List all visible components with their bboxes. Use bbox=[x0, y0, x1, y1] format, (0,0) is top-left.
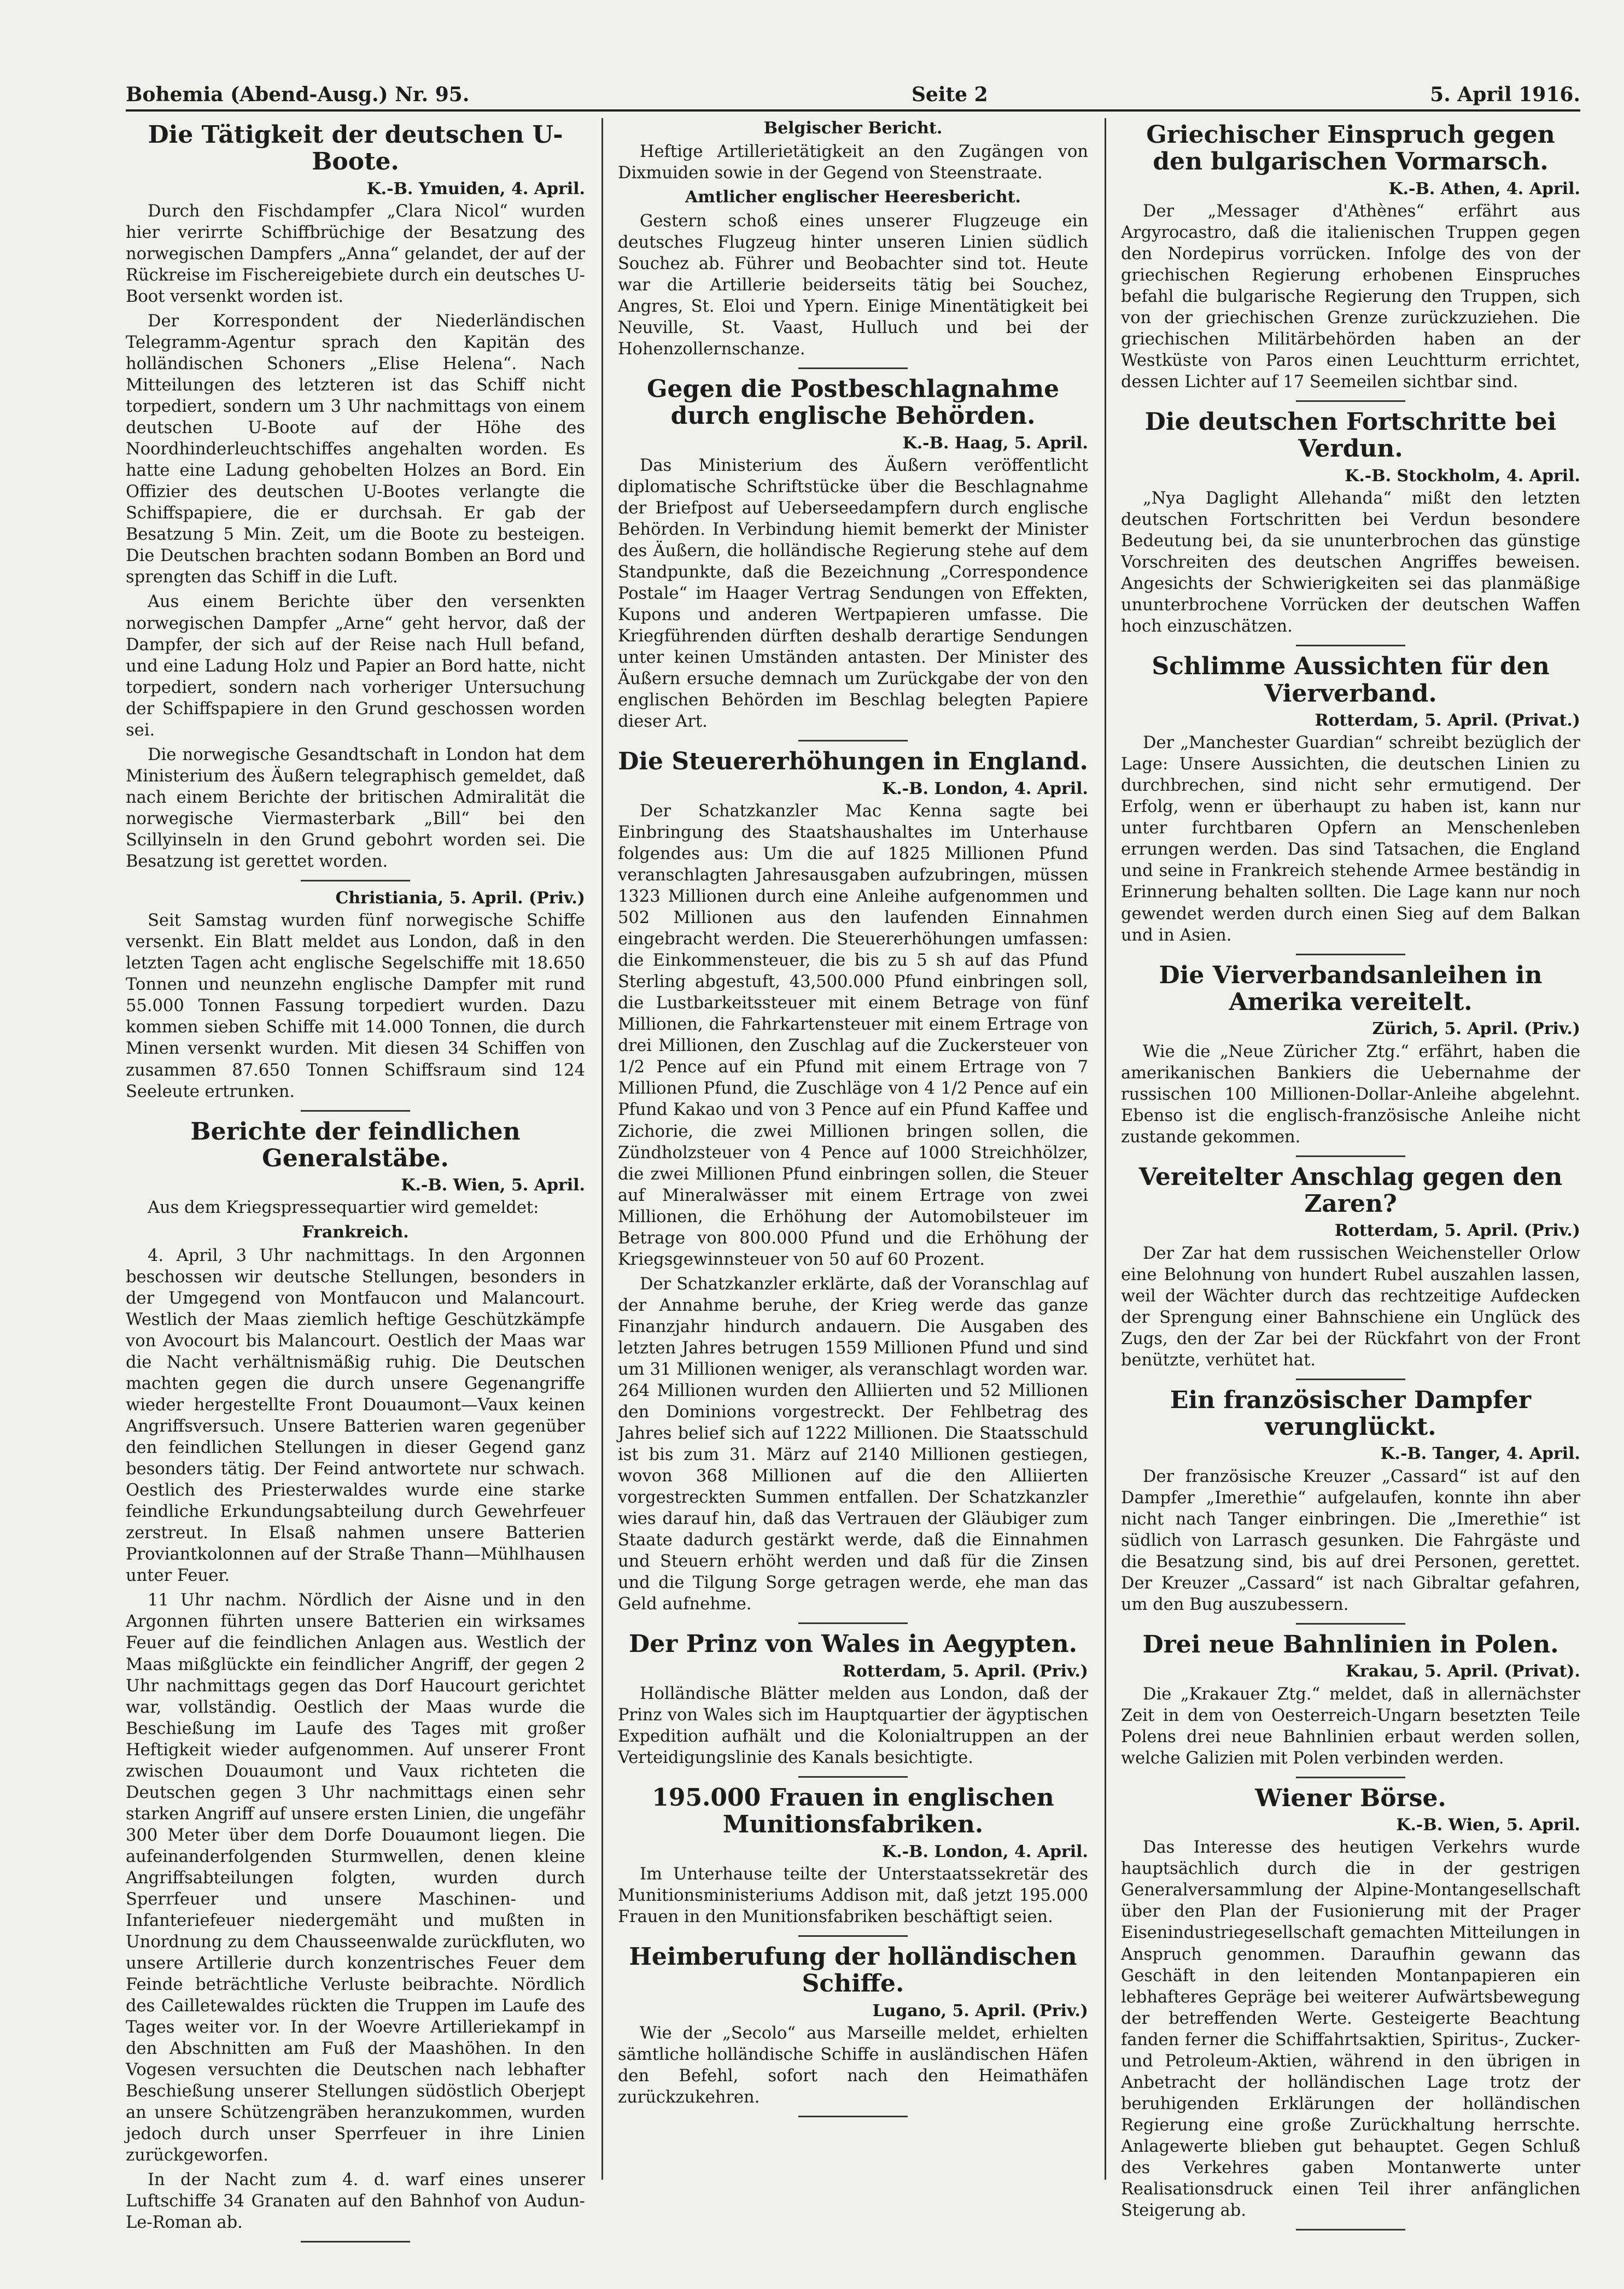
column-divider bbox=[601, 118, 603, 2180]
article-separator bbox=[798, 1776, 908, 1778]
masthead bbox=[126, 66, 1580, 112]
article-dateline: Rotterdam, 5. April. (Priv.) bbox=[842, 1661, 1088, 1681]
article-separator bbox=[798, 1935, 908, 1937]
article-separator bbox=[1296, 1777, 1405, 1778]
article-separator bbox=[798, 740, 908, 741]
article bbox=[1121, 408, 1580, 637]
article-paragraph: Aus einem Berichte über den versenkten norwegischen Dampfer „Arne“ geht hervor, daß der Dampfer, der sich auf der Reise nach Hull befand, und eine Ladung Holz und Papier an Bord hatte, nicht torpediert, sondern nach vorheriger Untersuchung der Schiffspapiere in den Grund geschossen worden sei. bbox=[126, 592, 585, 740]
article-headline: Griechischer Einspruch gegen den bulgarischen Vormarsch. bbox=[1146, 121, 1555, 176]
article-paragraph: In der Nacht zum 4. d. warf eines unserer Luftschiffe 34 Granaten auf den Bahnhof von Audun-Le-Roman ab. bbox=[126, 2170, 585, 2233]
article-paragraph: Der „Manchester Guardian“ schreibt bezüglich der Lage: Unsere Aussichten, die deutschen Linien zu durchbrechen, sind nicht sehr ermutigend. Der Erfolg, wenn er überhaupt zu haben ist, kann nur unter furchtbaren Opfern an Menschenleben errungen werden. Das sind Tatsachen, die England und seine in Frankreich stehende Armee beständig in Erinnerung behalten sollten. Die Lage kann nur noch gewendet werden durch einen Sieg auf dem Balkan und in Asien. bbox=[1121, 733, 1580, 945]
article-dateline: Zürich, 5. April. (Priv.) bbox=[1372, 1019, 1580, 1039]
column-divider bbox=[1105, 118, 1106, 2180]
article-headline: Die Vierverbandsanleihen in Amerika vereitelt. bbox=[1159, 961, 1543, 1016]
article-separator bbox=[301, 880, 410, 881]
article bbox=[618, 1784, 1088, 1928]
column-1 bbox=[126, 118, 585, 2233]
article bbox=[618, 748, 1088, 1615]
article-paragraph: Aus dem Kriegspressequartier wird gemeldet: bbox=[148, 1198, 539, 1218]
article-separator bbox=[301, 2241, 410, 2243]
article bbox=[1121, 1387, 1580, 1615]
article-dateline: K.-B. London, 4. April. bbox=[882, 779, 1088, 798]
article-headline: Der Prinz von Wales in Aegypten. bbox=[629, 1630, 1077, 1659]
article-paragraph: Seit Samstag wurden fünf norwegische Schiffe versenkt. Ein Blatt meldet aus London, daß in den letzten Tagen acht englische Segelschiffe mit 18.650 Tonnen und neunzehn englische Dampfer mit rund 55.000 Tonnen Fassung torpediert wurden. Dazu kommen sieben Schiffe mit 14.000 Tonnen, die durch Minen versenkt wurden. Mit diesen 34 Schiffen von zusammen 87.650 Tonnen Schiffsraum sind 124 Seeleute ertrunken. bbox=[126, 911, 585, 1101]
article-paragraph: Heftige Artillerietätigkeit an den Zugängen von Dixmuiden sowie in der Gegend von Steenstraate. bbox=[618, 142, 1088, 183]
article-paragraph: Der Schatzkanzler erklärte, daß der Voranschlag auf der Annahme beruhe, der Krieg werde das ganze Finanzjahr hindurch andauern. Die Ausgaben des letzten Jahres betrugen 1559 Millionen Pfund und sind um 31 Millionen weniger, als veranschlagt worden war. 264 Millionen wurden den Alliierten und 52 Millionen den Dominions vorgestreckt. Der Fehlbetrag des Jahres belief sich auf 1222 Millionen. Die Staatsschuld ist bis zum 31. März auf 2140 Millionen gestiegen, wovon 368 Millionen auf die den Alliierten vorgestreckten Summen entfallen. Der Schatzkanzler wies darauf hin, daß das Vertrauen der Gläubiger zum Staate dadurch gestärkt werde, daß die Einnahmen und Steuern erhöht werden und daß für die Zinsen und die Tilgung Sorge getragen werde, ehe man das Geld aufnehme. bbox=[618, 1274, 1088, 1614]
article-paragraph: Der „Messager d'Athènes“ erfährt aus Argyrocastro, daß die italienischen Truppen gegen den Nordepirus vorrücken. Infolge des von der griechischen Regierung erhobenen Einspruches befahl die bulgarische Regierung den Truppen, sich von der griechischen Grenze zurückzuziehen. Die griechischen Militärbehörden haben an der Westküste von Paros einen Leuchtturm errichtet, dessen Lichter auf 17 Seemeilen sichtbar sind. bbox=[1121, 201, 1580, 392]
article-dateline: K.-B. London, 4. April. bbox=[882, 1842, 1088, 1861]
article-headline: Gegen die Postbeschlagnahme durch englische Behörden. bbox=[646, 375, 1060, 430]
article-dateline: K.-B. Stockholm, 4. April. bbox=[1345, 466, 1580, 486]
article-separator bbox=[1296, 1623, 1405, 1625]
article-headline: Drei neue Bahnlinien in Polen. bbox=[1142, 1630, 1559, 1659]
article-paragraph: Das Interesse des heutigen Verkehrs wurde hauptsächlich durch die in der gestrigen Generalversammlung der Alpine-Montangesellschaft über den Plan der Fusionierung mit der Prager Eisenindustriegesellschaft gemachten Mitteilungen in Anspruch genommen. Daraufhin gewann das Geschäft in den leitenden Montanpapieren ein lebhafteres Gepräge bei weiterer Aufwärtsbewegung der betreffenden Werte. Gesteigerte Beachtung fanden ferner die Schiffahrtsaktien, Spiritus-, Zucker- und Petroleum-Aktien, während in den übrigen in Anbetracht der holländischen Lage trotz der beruhigenden Erklärungen der holländischen Regierung eine große Zurückhaltung herrschte. Anlagewerte blieben gut behauptet. Gegen Schluß des Verkehres gaben Montanwerte unter Realisationsdruck einen Teil ihrer anfänglichen Steigerung ab. bbox=[1121, 1838, 1580, 2220]
article bbox=[618, 376, 1088, 732]
article-dateline: Rotterdam, 5. April. (Privat.) bbox=[1315, 710, 1580, 730]
article-dateline: K.-B. Ymuiden, 4. April. bbox=[366, 179, 585, 198]
article-separator bbox=[1296, 954, 1405, 955]
article-dateline: Lugano, 5. April. (Priv.) bbox=[872, 2001, 1088, 2021]
article-separator bbox=[301, 1110, 410, 1112]
article-dateline: K.-B. Athen, 4. April. bbox=[1388, 179, 1580, 198]
article-subhead: Amtlicher englischer Heeresbericht. bbox=[685, 188, 1021, 207]
article-headline: Berichte der feindlichen Generalstäbe. bbox=[190, 1117, 521, 1172]
article-paragraph: Die norwegische Gesandtschaft in London hat dem Ministerium des Äußern telegraphisch gemeldet, daß nach einem Berichte der britischen Admiralität die norwegische Viermasterbark „Bill“ bei den Scillyinseln in den Grund gebohrt worden sei. Die Besatzung ist gerettet worden. bbox=[126, 745, 585, 871]
article-paragraph: Durch den Fischdampfer „Clara Nicol“ wurden hier verirrte Schiffbrüchige der Besatzung des norwegischen Dampfers „Anna“ gelandet, der auf der Rückreise im Fischereigebiete durch ein deutsches U-Boot versenkt worden ist. bbox=[126, 201, 585, 307]
article-headline: Vereitelter Anschlag gegen den Zaren? bbox=[1138, 1163, 1563, 1218]
article-subhead: Frankreich. bbox=[302, 1222, 409, 1242]
article-paragraph: Der Zar hat dem russischen Weichensteller Orlow eine Belohnung von hundert Rubel auszahlen lassen, weil der Wächter durch das rechtzeitige Aufdecken der Sprengung einer Bahnschiene ein Unglück des Zugs, den der Zar bei der Rückfahrt von der Front benützte, verhütet hat. bbox=[1121, 1243, 1580, 1370]
article-paragraph: Der Korrespondent der Niederländischen Telegramm-Agentur sprach den Kapitän des holländischen Schoners „Elise Helena“. Nach Mitteilungen des letzteren ist das Schiff nicht torpediert, sondern um 3 Uhr nachmittags von einem deutschen U-Boote auf der Höhe des Noordhinderleuchtschiffes angehalten worden. Es hatte eine Ladung gehobelten Holzes an Bord. Ein Offizier des deutschen U-Bootes verlangte die Schiffspapiere, die er durchsah. Er gab der Besatzung 5 Min. Zeit, um die Boote zu besteigen. Die Deutschen brachten sodann Bomben an Bord und sprengten das Schiff in die Luft. bbox=[126, 312, 585, 587]
article-separator bbox=[1296, 2229, 1405, 2230]
article-paragraph: Die „Krakauer Ztg.“ meldet, daß in allernächster Zeit in dem von Oesterreich-Ungarn besetzten Teile Polens drei neue Bahnlinien erbaut werden sollen, welche Galizien mit Polen verbinden werden. bbox=[1121, 1684, 1580, 1768]
article-dateline: Krakau, 5. April. (Privat). bbox=[1345, 1662, 1580, 1681]
article bbox=[1121, 1631, 1580, 1769]
article-paragraph: 11 Uhr nachm. Nördlich der Aisne und in den Argonnen führten unsere Batterien ein wirksames Feuer auf die feindlichen Anlagen aus. Westlich der Maas mißglückte ein feindlicher Angriff, der gegen 2 Uhr nachmittags gegen das Dorf Haucourt gerichtet war, vollständig. Oestlich der Maas wurde die Beschießung im Laufe des Tages mit großer Heftigkeit wieder aufgenommen. Auf unserer Front zwischen Douaumont und Vaux richteten die Deutschen gegen 3 Uhr nachmittags einen sehr starken Angriff auf unsere ersten Linien, die ungefähr 300 Meter über dem Dorfe Douaumont liegen. Die aufeinanderfolgenden Sturmwellen, denen kleine Angriffsabteilungen folgten, wurden durch Sperrfeuer und unsere Maschinen- und Infanteriefeuer niedergemäht und mußten in Unordnung zu dem Chausseenwalde zurückfluten, wo unsere Artillerie durch konzentrisches Feuer dem Feinde beträchtliche Verluste beibrachte. Nördlich des Cailletewaldes rückten die Truppen im Laufe des Tages weiter vor. In der Woevre Artilleriekampf in den Abschnitten am Fuß der Maashöhen. In den Vogesen versuchten die Deutschen nach lebhafter Beschießung unserer Stellungen südöstlich Oberjept an unsere Schützengräben heranzukommen, wurden jedoch durch unser Sperrfeuer in ihre Linien zurückgeworfen. bbox=[126, 1591, 585, 2165]
article bbox=[126, 121, 585, 872]
article-separator bbox=[1296, 1379, 1405, 1380]
article-headline: Wiener Börse. bbox=[1255, 1784, 1446, 1812]
article bbox=[1121, 1785, 1580, 2221]
article bbox=[618, 118, 1088, 360]
masthead-date: 5. April 1916. bbox=[1430, 83, 1580, 106]
article-headline: Ein französischer Dampfer verunglückt. bbox=[1170, 1386, 1532, 1441]
column-3 bbox=[1121, 118, 1580, 2220]
article bbox=[1121, 962, 1580, 1148]
article-dateline: K.-B. Tanger, 4. April. bbox=[1380, 1444, 1580, 1464]
article-headline: Heimberufung der holländischen Schiffe. bbox=[629, 1943, 1077, 1998]
article bbox=[1121, 653, 1580, 945]
article-dateline: K.-B. Haag, 5. April. bbox=[902, 433, 1088, 453]
article-separator bbox=[798, 1622, 908, 1624]
article-headline: 195.000 Frauen in englischen Munitionsfabriken. bbox=[652, 1784, 1054, 1839]
article-separator bbox=[1296, 1155, 1405, 1157]
article-dateline: K.-B. Wien, 5. April. bbox=[1396, 1815, 1580, 1835]
masthead-page: Seite 2 bbox=[911, 83, 988, 106]
article-separator bbox=[798, 2116, 908, 2117]
article-paragraph: Das Ministerium des Äußern veröffentlicht diplomatische Schriftstücke über die Beschlagnahme der Briefpost auf Ueberseedampfern durch englische Behörden. In Verbindung hiemit bemerkt der Minister des Äußern, die holländische Regierung stehe auf dem Standpunkte, daß die Bezeichnung „Correspondence Postale“ im Haager Vertrag Sendungen von Effekten, Kupons und anderen Wertpapieren umfasse. Die Kriegführenden dürften deshalb derartige Sendungen unter keinen Umständen antasten. Der Minister des Äußern ersuche demnach um Zurückgabe der von den englischen Behörden im Beschlag belegten Papiere dieser Art. bbox=[618, 456, 1088, 732]
article-paragraph: „Nya Daglight Allehanda“ mißt den letzten deutschen Fortschritten bei Verdun besondere Bedeutung bei, da sie ununterbrochen das günstige Vorschreiten des deutschen Angriffes beweisen. Angesichts der Schwierigkeiten sei das planmäßige ununterbrochene Vorrücken der deutschen Waffen hoch einzuschätzen. bbox=[1121, 489, 1580, 637]
article-paragraph: 4. April, 3 Uhr nachmittags. In den Argonnen beschossen wir deutsche Stellungen, besonders in der Umgegend von Montfaucon und Malancourt. Westlich der Maas ziemlich heftige Geschützkämpfe von Avocourt bis Malancourt. Oestlich der Maas war die Nacht verhältnismäßig ruhig. Die Deutschen machten gegen die durch unsere Gegenangriffe wieder hergestellte Front Douaumont—Vaux keinen Angriffsversuch. Unsere Batterien waren gegenüber den feindlichen Stellungen in dieser Gegend ganz besonders tätig. Der Feind antwortete nur schwach. Oestlich des Priesterwaldes wurde eine starke feindliche Erkundungsabteilung durch Gewehrfeuer zerstreut. In Elsaß nahmen unsere Batterien Proviantkolonnen auf der Straße Thann—Mühlhausen unter Feuer. bbox=[126, 1246, 585, 1586]
article-headline: Schlimme Aussichten für den Vierverband. bbox=[1152, 652, 1550, 708]
column-2 bbox=[618, 118, 1088, 2180]
article bbox=[618, 1631, 1088, 1768]
article bbox=[618, 1943, 1088, 2108]
article-dateline: K.-B. Wien, 5. April. bbox=[401, 1176, 585, 1195]
newspaper-page bbox=[126, 66, 1580, 2233]
article bbox=[1121, 1164, 1580, 1371]
article-separator bbox=[798, 367, 908, 369]
article-paragraph: Wie die „Neue Züricher Ztg.“ erfährt, haben die amerikanischen Bankiers die Uebernahme der russischen 100 Millionen-Dollar-Anleihe abgelehnt. Ebenso ist die englisch-französische Anleihe nicht zustande gekommen. bbox=[1121, 1042, 1580, 1147]
article-paragraph: Im Unterhause teilte der Unterstaatssekretär des Munitionsministeriums Addison mit, daß jetzt 195.000 Frauen in den Munitionsfabriken beschäftigt seien. bbox=[618, 1864, 1088, 1926]
article-separator bbox=[1296, 400, 1405, 402]
article-headline: Die Steuererhöhungen in England. bbox=[618, 748, 1088, 776]
article bbox=[126, 888, 585, 1102]
article-headline: Die deutschen Fortschritte bei Verdun. bbox=[1144, 408, 1557, 463]
article-paragraph: Der Schatzkanzler Mac Kenna sagte bei Einbringung des Staatshaushaltes im Unterhause folgendes aus: Um die auf 1825 Millionen Pfund veranschlagten Jahresausgaben aufzubringen, müssen 1323 Millionen durch eine Anleihe aufgenommen und 502 Millionen aus den laufenden Einnahmen eingebracht werden. Die Steuererhöhungen umfassen: die Einkommensteuer, die bis zu 5 sh auf das Pfund Sterling abgestuft, 43,500.000 Pfund einbringen soll, die Lustbarkeitssteuer mit einem Betrage von fünf Millionen, die Fahrkartensteuer mit einem Ertrage von drei Millionen, den Zuschlag auf die Zuckersteuer von 1/2 Pence auf ein Pfund mit einem Ertrage von 7 Millionen Pfund, die Zuschläge von 4 1/2 Pence auf ein Pfund Kakao und von 3 Pence auf ein Pfund Kaffee und Zichorie, die zwei Millionen bringen sollen, die Zündholzsteuer von 4 Pence auf 1000 Streichhölzer, die zwei Millionen Pfund einbringen sollen, die Steuer auf Mineralwässer mit einem Ertrage von zwei Millionen, die Erhöhung der Automobilsteuer im Betrage von 800.000 Pfund und die Erhöhung der Kriegsgewinnsteuer von 50 auf 60 Prozent. bbox=[618, 802, 1088, 1269]
article-dateline: Christiania, 5. April. (Priv.) bbox=[335, 888, 585, 908]
article-separator bbox=[1296, 645, 1405, 646]
masthead-paper: Bohemia (Abend-Ausg.) Nr. 95. bbox=[126, 83, 470, 106]
article-headline: Die Tätigkeit der deutschen U-Boote. bbox=[148, 121, 563, 176]
article-paragraph: Gestern schoß eines unserer Flugzeuge ein deutsches Flugzeug hinter unseren Linien südlich Souchez ab. Führer und Beobachter sind tot. Heute war die Artillerie beiderseits tätig bei Souchez, Angres, St. Eloi und Ypern. Einige Minentätigkeit bei Neuville, St. Vaast, Hulluch und bei der Hohenzollernschanze. bbox=[618, 211, 1088, 359]
article bbox=[126, 1118, 585, 2234]
article-dateline: Rotterdam, 5. April. (Priv.) bbox=[1334, 1221, 1580, 1241]
article bbox=[1121, 121, 1580, 393]
article-paragraph: Wie der „Secolo“ aus Marseille meldet, erhielten sämtliche holländische Schiffe in ausländischen Häfen den Befehl, sofort nach den Heimathäfen zurückzukehren. bbox=[618, 2023, 1088, 2107]
article-paragraph: Der französische Kreuzer „Cassard“ ist auf den Dampfer „Imerethie“ aufgelaufen, konnte ihn aber nicht nach Tanger einbringen. Die „Imerethie“ ist südlich von Larrasch gesunken. Die Fahrgäste und die Besatzung sind, bis auf drei Personen, gerettet. Der Kreuzer „Cassard“ ist nach Gibraltar gefahren, um den Bug auszubessern. bbox=[1121, 1467, 1580, 1614]
article-subhead: Belgischer Bericht. bbox=[763, 119, 943, 138]
article-paragraph: Holländische Blätter melden aus London, daß der Prinz von Wales sich im Hauptquartier der ägyptischen Expedition aufhält und die Kolonialtruppen an der Verteidigungslinie des Kanals besichtigte. bbox=[618, 1684, 1088, 1767]
